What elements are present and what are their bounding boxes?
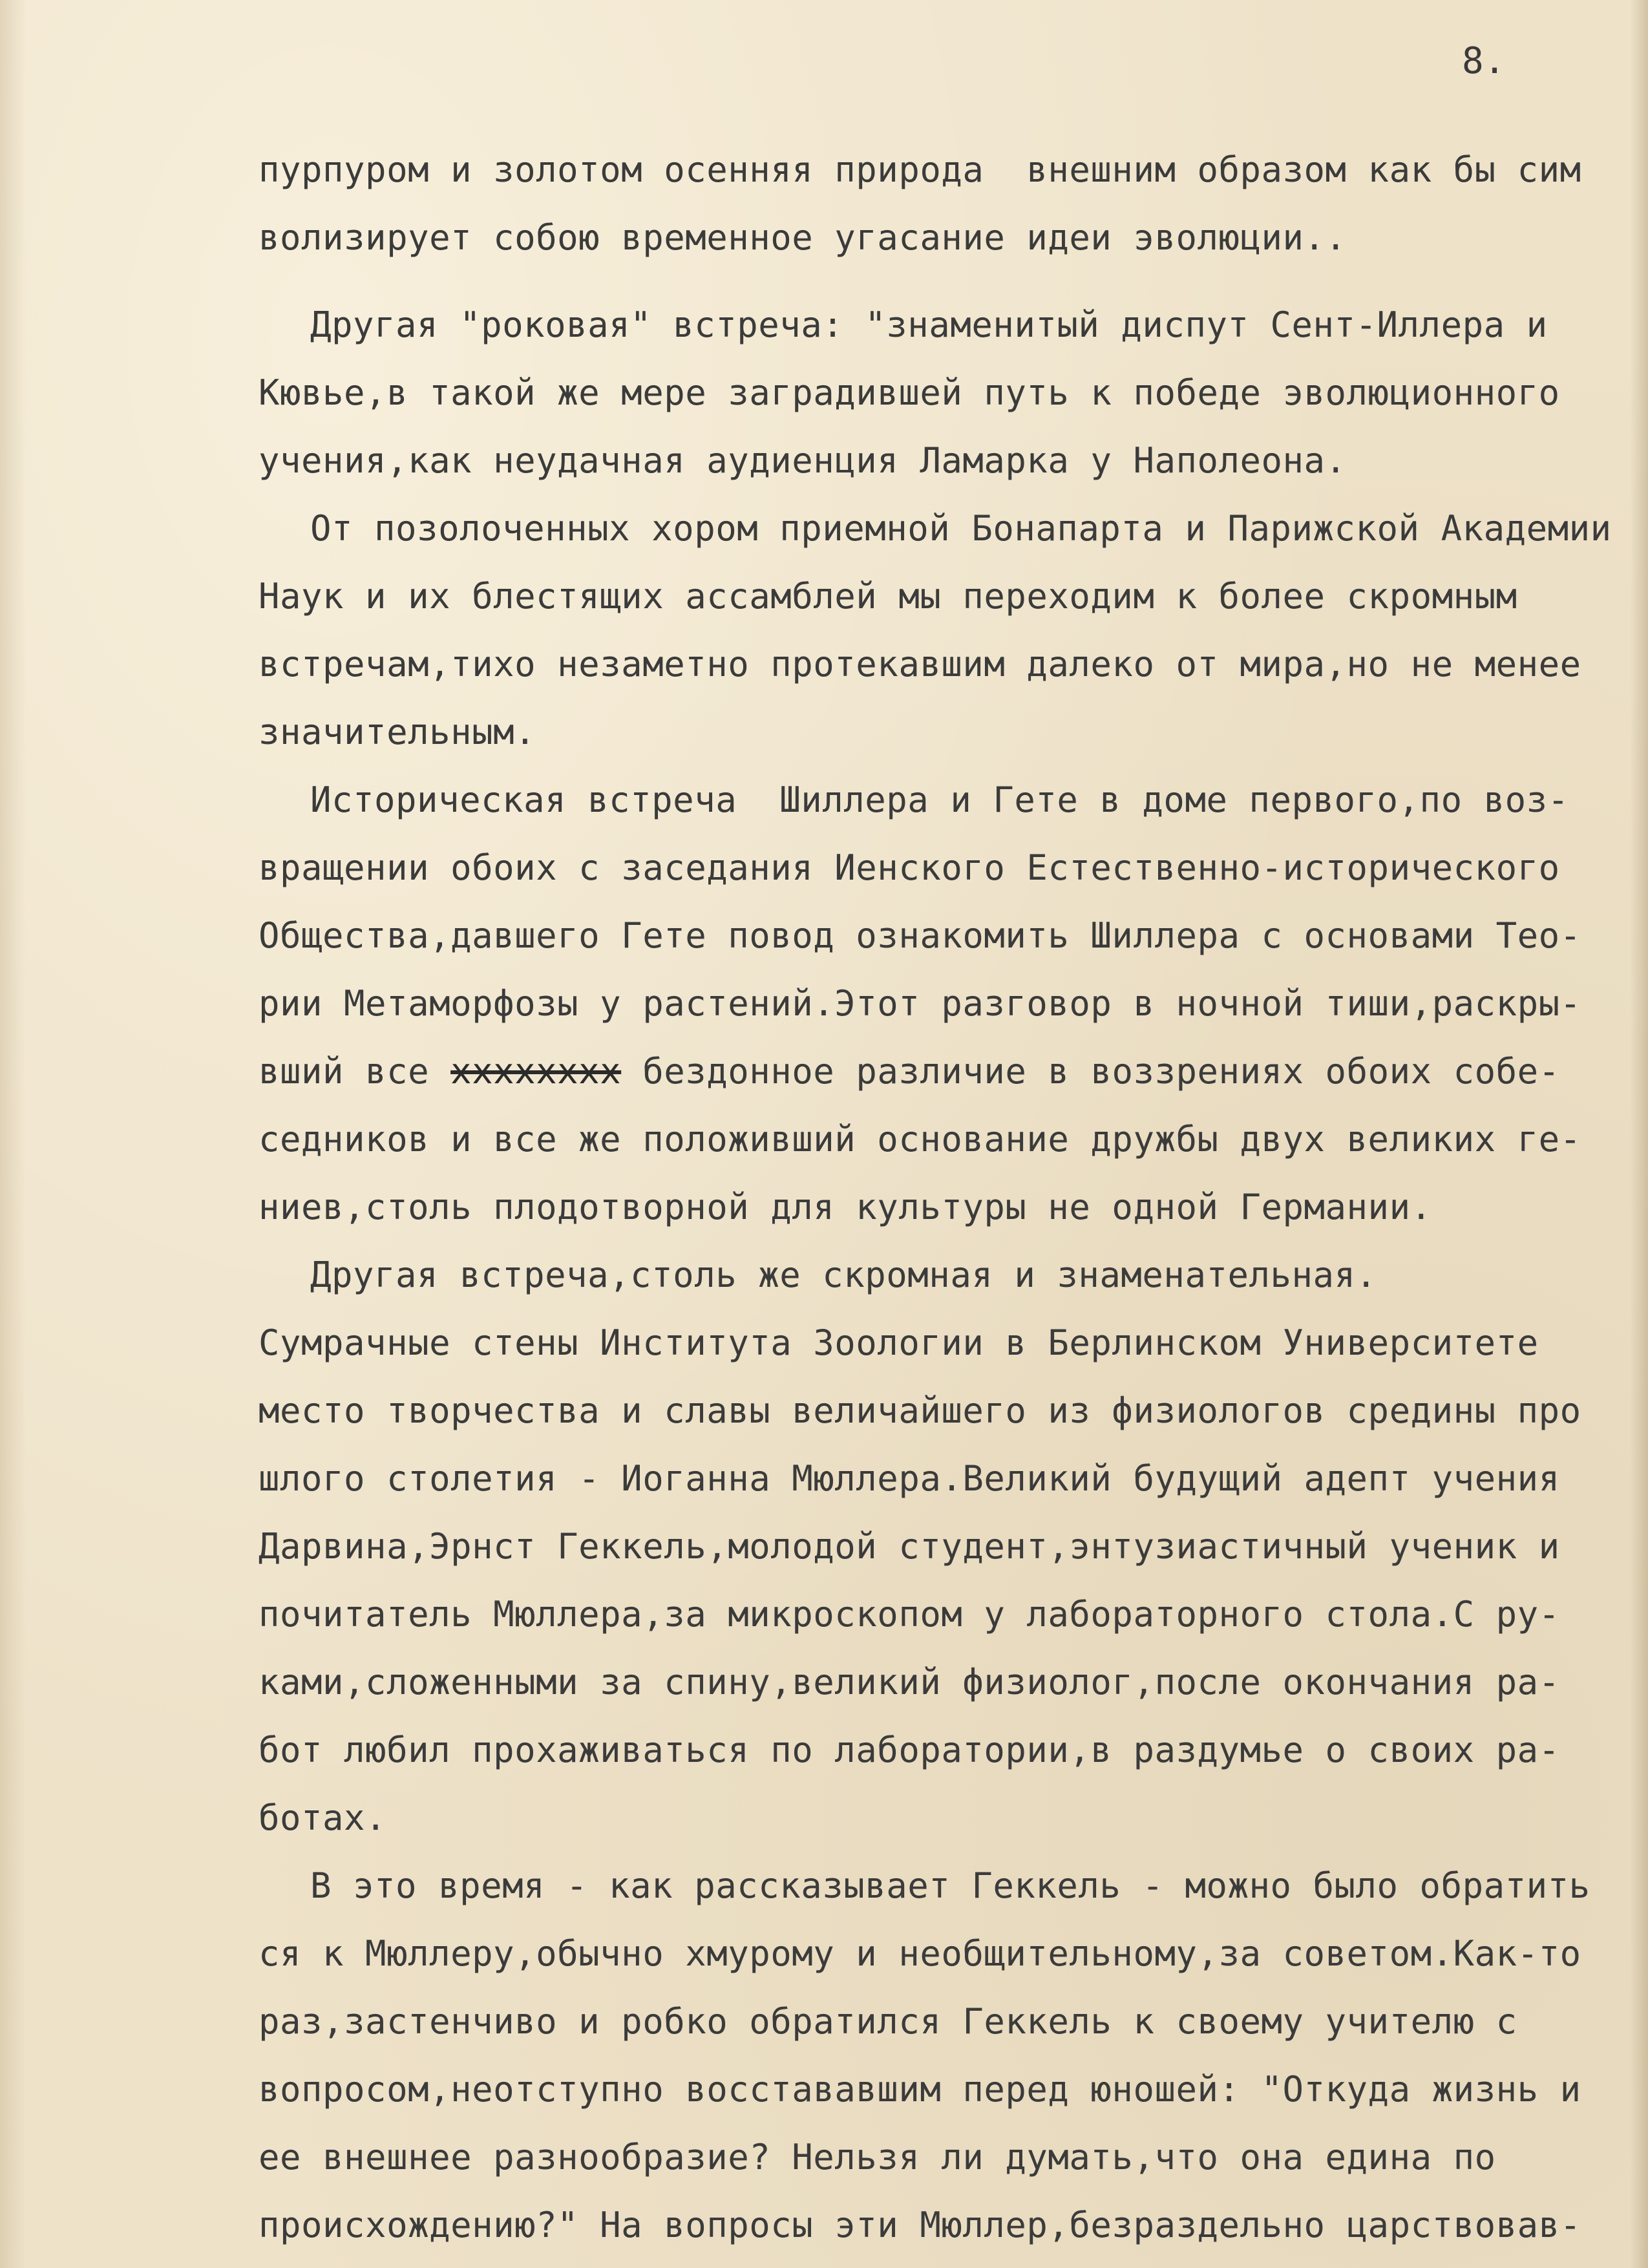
text-line: бот любил прохаживаться по лаборатории,в раздумье о своих ра- xyxy=(259,1730,1560,1770)
text-line: происхождению?" На вопросы эти Мюллер,безраздельно царствовав- xyxy=(259,2205,1581,2245)
text-line: ками,сложенными за спину,великий физиолог,после окончания ра- xyxy=(259,1662,1560,1702)
text-line: Историческая встреча Шиллера и Гете в доме первого,по воз- xyxy=(310,779,1569,820)
text-line: вращении обоих с заседания Иенского Естественно-исторического xyxy=(259,847,1560,888)
text-line xyxy=(259,1037,1616,1105)
text-line: ее внешнее разнообразие? Нельзя ли думать,что она едина по xyxy=(259,2137,1496,2178)
text-line: место творчества и славы величайшего из физиологов средины про xyxy=(259,1390,1581,1431)
typewritten-text xyxy=(259,136,1616,2259)
text-line: Сумрачные стены Института Зоологии в Берлинском Университете xyxy=(259,1322,1539,1363)
text-line: волизирует собою временное угасание идеи эволюции.. xyxy=(259,217,1347,258)
text-line: раз,застенчиво и робко обратился Геккель к своему учителю с xyxy=(259,2001,1517,2042)
text-segment: вший все xyxy=(259,1051,451,1092)
text-line: Дарвина,Эрнст Геккель,молодой студент,энтузиастичный ученик и xyxy=(259,1526,1560,1567)
struck-out-word: хххххххх xyxy=(450,1051,622,1092)
text-segment: бездонное различие в воззрениях обоих собе- xyxy=(621,1051,1560,1092)
text-line: учения,как неудачная аудиенция Ламарка у Наполеона. xyxy=(259,440,1347,481)
text-line: вопросом,неотступно восстававшим перед юношей: "Откуда жизнь и xyxy=(259,2069,1581,2110)
text-line: Другая встреча,столь же скромная и знаменательная. xyxy=(310,1255,1377,1295)
text-line: ниев,столь плодотворной для культуры не одной Германии. xyxy=(259,1187,1432,1227)
text-line: почитатель Мюллера,за микроскопом у лабораторного стола.С ру- xyxy=(259,1594,1560,1635)
text-line: Кювье,в такой же мере заградившей путь к победе эволюционного xyxy=(259,372,1560,413)
text-line: В это время - как рассказывает Геккель - можно было обратить xyxy=(310,1865,1590,1906)
text-line: Другая "роковая" встреча: "знаменитый диспут Сент-Иллера и xyxy=(310,304,1548,345)
text-line: Общества,давшего Гете повод ознакомить Шиллера с основами Тео- xyxy=(259,915,1581,956)
text-line: шлого столетия - Иоганна Мюллера.Великий будущий адепт учения xyxy=(259,1458,1560,1499)
text-line: От позолоченных хором приемной Бонапарта и Парижской Академии xyxy=(310,508,1612,549)
text-line: значительным. xyxy=(259,712,536,752)
text-line: седников и все же положивший основание дружбы двух великих ге- xyxy=(259,1119,1581,1160)
text-line: пурпуром и золотом осенняя природа внешним образом как бы сим xyxy=(259,149,1581,190)
text-line: встречам,тихо незаметно протекавшим далеко от мира,но не менее xyxy=(259,644,1581,684)
text-line: ботах. xyxy=(259,1797,387,1838)
text-line: ся к Мюллеру,обычно хмурому и необщительному,за советом.Как-то xyxy=(259,1933,1581,1974)
text-line: рии Метаморфозы у растений.Этот разговор в ночной тиши,раскры- xyxy=(259,983,1581,1024)
text-line: Наук и их блестящих ассамблей мы переходим к более скромным xyxy=(259,576,1517,617)
page-number: 8. xyxy=(1462,40,1506,82)
paragraph-gap xyxy=(259,271,1616,291)
